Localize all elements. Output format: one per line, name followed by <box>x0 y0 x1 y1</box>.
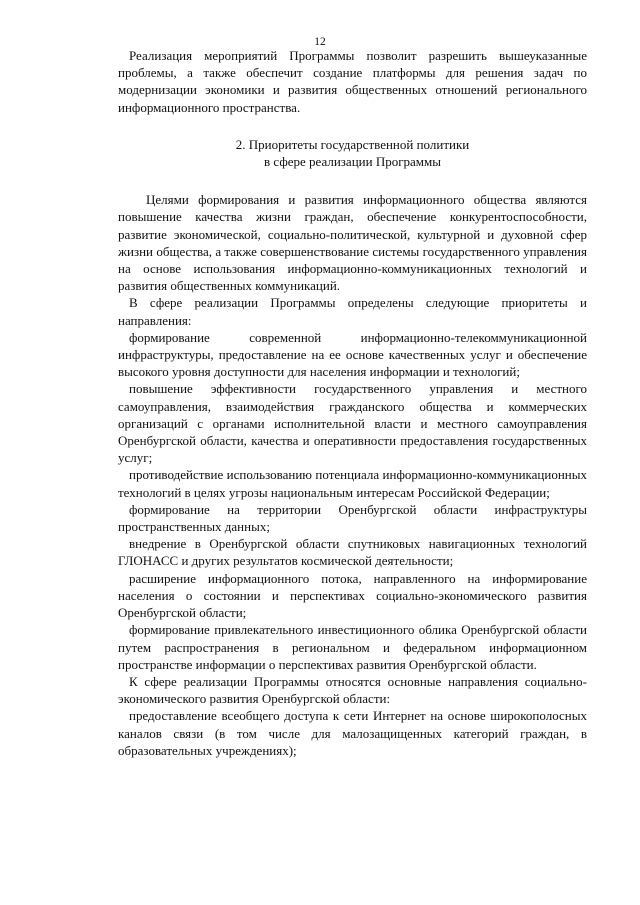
paragraph-goals: Целями формирования и развития информационного общества являются повышение качества жизни граждан, обеспечение конкурентоспособности, развитие экономической, социально-политической, культурной и духовной сфер жизни общества, а также совершенствование системы государственного управления на основе использования информационно-коммуникационных технологий и развития общественных коммуникаций. <box>118 192 587 294</box>
priority-item: повышение эффективности государственного управления и местного самоуправления, взаимодействия гражданского общества и коммерческих организаций с органами исполнительной власти и местного самоуправления Оренбургской области, качества и оперативности предоставления государственных услуг; <box>118 381 587 466</box>
priority-item: формирование современной информационно-телекоммуникационной инфраструктуры, предоставление на ее основе качественных услуг и обеспечение высокого уровня доступности для населения информации и технологий; <box>118 329 587 380</box>
priority-item: противодействие использованию потенциала информационно-коммуникационных технологий в целях угрозы национальным интересам Российской Федерации; <box>118 467 587 500</box>
priority-item: расширение информационного потока, направленного на информирование населения о состоянии и перспективах социально-экономического развития Оренбургской области; <box>118 570 587 621</box>
section-heading <box>118 136 587 170</box>
priority-item: внедрение в Оренбургской области спутниковых навигационных технологий ГЛОНАСС и других результатов космической деятельности; <box>118 536 587 569</box>
document-body <box>118 47 587 759</box>
priority-item: формирование привлекательного инвестиционного облика Оренбургской области путем распространения в региональном и федеральном информационном пространстве информации о перспективах развития Оренбургской области. <box>118 622 587 672</box>
intro-paragraph: Реализация мероприятий Программы позволит разрешить вышеуказанные проблемы, а также обеспечит создание платформы для решения задач по модернизации экономики и развития общественных отношений регионального информационного пространства. <box>118 48 587 115</box>
paragraph-priorities-intro: В сфере реализации Программы определены следующие приоритеты и направления: <box>118 295 587 328</box>
priority-item: формирование на территории Оренбургской области инфраструктуры пространственных данных; <box>118 501 587 535</box>
section-heading-line-1: 2. Приоритеты государственной политики <box>235 136 470 152</box>
paragraph-directions-intro: К сфере реализации Программы относятся основные направления социально-экономического развития Оренбургской области: <box>118 673 587 707</box>
section-heading-line-2: в сфере реализации Программы <box>264 154 441 170</box>
direction-item: предоставление всеобщего доступа к сети Интернет на основе широкополосных каналов связи (в том числе для малозащищенных категорий граждан, в образовательных учреждениях); <box>118 708 587 758</box>
page-number: 12 <box>314 36 326 48</box>
